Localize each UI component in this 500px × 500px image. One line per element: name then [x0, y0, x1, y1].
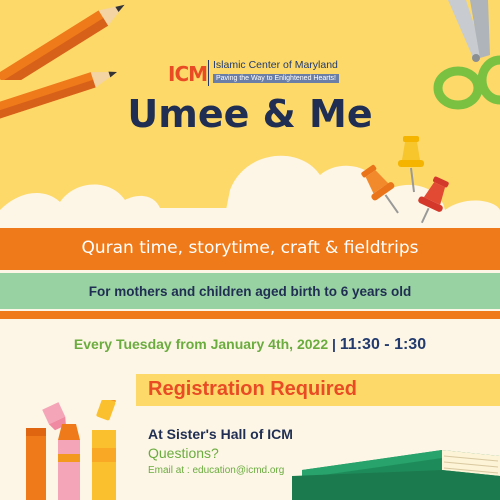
divider-strip	[0, 311, 500, 319]
activities-text: Quran time, storytime, craft & fieldtrips	[81, 238, 419, 258]
audience-text: For mothers and children aged birth to 6 years old	[88, 284, 412, 299]
push-pin-icon	[360, 160, 404, 220]
registration-text: Registration Required	[148, 378, 357, 400]
logo-name: Islamic Center of Maryland	[213, 59, 338, 71]
icm-logo	[168, 58, 348, 88]
questions-text: Questions?	[148, 445, 219, 461]
push-pin-icon	[412, 175, 452, 227]
schedule-separator: |	[332, 336, 336, 352]
logo-divider	[208, 60, 209, 86]
schedule-days: Every Tuesday from January 4th, 2022	[73, 336, 329, 352]
email-text: Email at : education@icmd.org	[148, 465, 285, 476]
logo-mark	[168, 62, 207, 86]
venue-text: At Sister's Hall of ICM	[148, 426, 293, 442]
schedule	[0, 336, 500, 354]
logo-tagline: Paving the Way to Enlightened Hearts!	[213, 74, 339, 83]
event-title: Umee & Me	[127, 92, 373, 136]
book-icon	[292, 440, 500, 500]
schedule-time: 11:30 - 1:30	[339, 336, 427, 353]
highlighter-icon	[18, 400, 138, 500]
logo-mark-text: ICM	[168, 62, 208, 86]
